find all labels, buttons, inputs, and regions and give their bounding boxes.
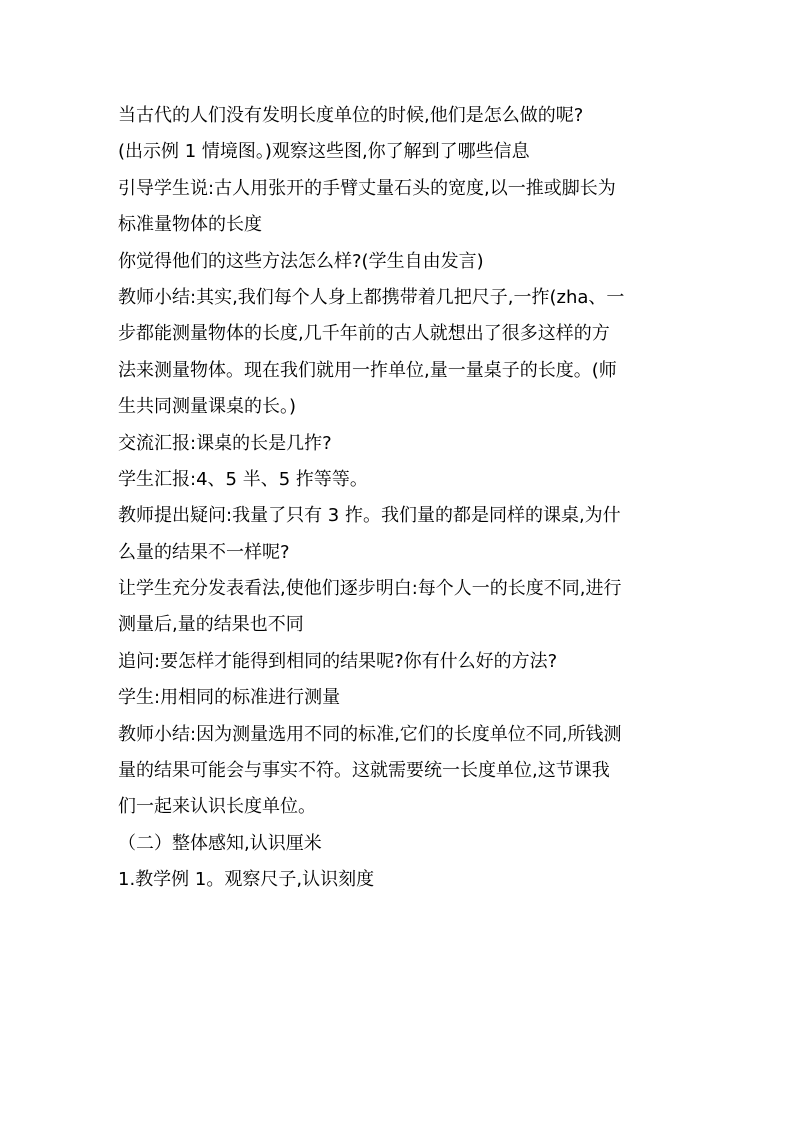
text-line: 标准量物体的长度 — [118, 214, 262, 236]
text-line: 你觉得他们的这些方法怎么样?(学生自由发言) — [118, 250, 484, 272]
text-line: 学生汇报:4、5 半、5 拃等等。 — [118, 468, 368, 490]
text-line: 交流汇报:课桌的长是几拃? — [118, 432, 332, 454]
text-line: 教师小结:因为测量选用不同的标准,它们的长度单位不同,所钱测 — [118, 723, 622, 745]
text-line: 教师提出疑问:我量了只有 3 拃。我们量的都是同样的课桌,为什 — [118, 505, 621, 527]
subsection-heading: 1.教学例 1。观察尺子,认识刻度 — [118, 869, 375, 891]
text-line: 引导学生说:古人用张开的手臂丈量石头的宽度,以一推或脚长为 — [118, 177, 616, 199]
text-line: 么量的结果不一样呢? — [118, 541, 290, 563]
text-line: 测量后,量的结果也不同 — [118, 614, 304, 636]
text-line: 追问:要怎样才能得到相同的结果呢?你有什么好的方法? — [118, 650, 558, 672]
text-line: 让学生充分发表看法,使他们逐步明白:每个人一的长度不同,进行 — [118, 578, 622, 600]
text-line: 学生:用相同的标准进行测量 — [118, 687, 341, 709]
text-line: 当古代的人们没有发明长度单位的时候,他们是怎么做的呢? — [118, 105, 584, 126]
text-line: (出示例 1 情境图。)观察这些图,你了解到了哪些信息 — [118, 141, 530, 163]
text-line: 教师小结:其实,我们每个人身上都携带着几把尺子,一拃(zha、一 — [118, 286, 625, 308]
text-line: 量的结果可能会与事实不符。这就需要统一长度单位,这节课我 — [118, 760, 610, 782]
document-body — [118, 98, 680, 899]
section-heading: （二）整体感知,认识厘米 — [118, 832, 322, 854]
text-line: 步都能测量物体的长度,几千年前的古人就想出了很多这样的方 — [118, 323, 610, 345]
text-line: 生共同测量课桌的长。) — [118, 396, 297, 418]
text-line: 们一起来认识长度单位。 — [118, 796, 316, 818]
text-line: 法来测量物体。现在我们就用一拃单位,量一量桌子的长度。(师 — [118, 359, 617, 381]
